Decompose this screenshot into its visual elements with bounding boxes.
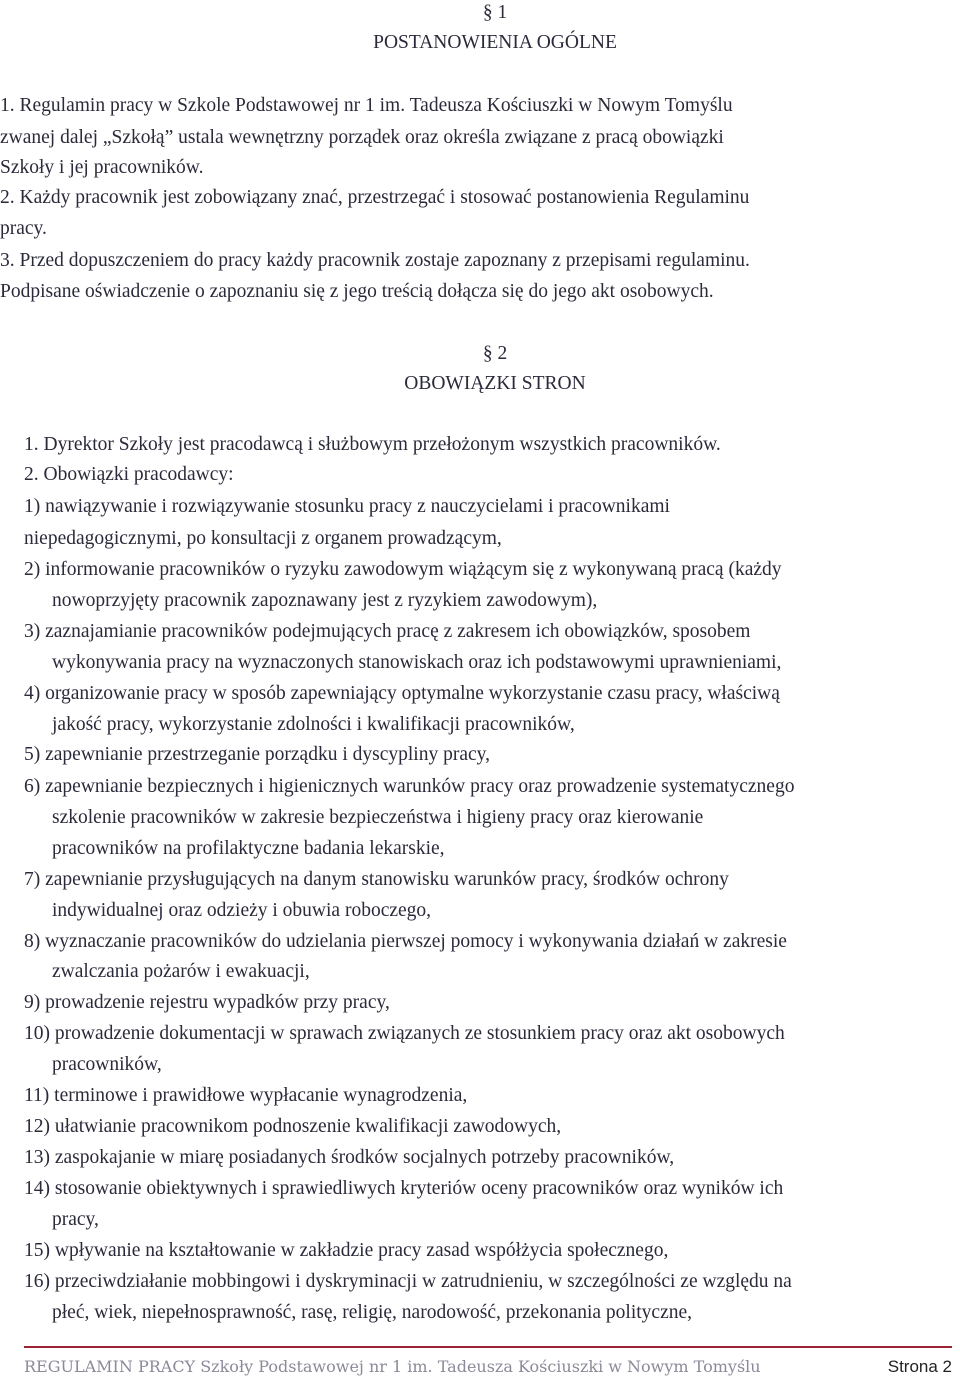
item-2-line-2: nowoprzyjęty pracownik zapoznawany jest z ryzykiem zawodowym), bbox=[52, 590, 598, 611]
item-14-line-2: pracy, bbox=[52, 1209, 99, 1230]
paragraph-1-line-2: zwanej dalej „Szkołą” ustala wewnętrzny porządek oraz określa związane z pracą obowiązki bbox=[0, 127, 724, 148]
item-3-line-2: wykonywania pracy na wyznaczonych stanowiskach oraz ich podstawowymi uprawnieniami, bbox=[52, 652, 782, 673]
item-6-line-1: 6) zapewnianie bezpiecznych i higienicznych warunków pracy oraz prowadzenie systematycznego bbox=[24, 776, 795, 797]
section-1-symbol: § 1 bbox=[482, 2, 508, 23]
paragraph-2-line-2: pracy. bbox=[0, 218, 47, 239]
paragraph-2-line-1: 2. Każdy pracownik jest zobowiązany znać, przestrzegać i stosować postanowienia Regulaminu bbox=[0, 187, 750, 208]
item-6-line-3: pracowników na profilaktyczne badania lekarskie, bbox=[52, 838, 445, 859]
item-6-line-2: szkolenie pracowników w zakresie bezpieczeństwa i higieny pracy oraz kierowanie bbox=[52, 807, 704, 828]
section-2-symbol: § 2 bbox=[482, 343, 508, 364]
item-14-line-1: 14) stosowanie obiektywnych i sprawiedliwych kryteriów oceny pracowników oraz wyników ich bbox=[24, 1178, 784, 1199]
item-8-line-1: 8) wyznaczanie pracowników do udzielania pierwszej pomocy i wykonywania działań w zakresie bbox=[24, 931, 787, 952]
item-11-line-1: 11) terminowe i prawidłowe wypłacanie wynagrodzenia, bbox=[24, 1085, 468, 1106]
item-16-line-2: płeć, wiek, niepełnosprawność, rasę, religię, narodowość, przekonania polityczne, bbox=[52, 1302, 693, 1323]
item-15-line-1: 15) wpływanie na kształtowanie w zakładzie pracy zasad współżycia społecznego, bbox=[24, 1240, 669, 1261]
item-5-line-1: 5) zapewnianie przestrzeganie porządku i dyscypliny pracy, bbox=[24, 744, 490, 765]
item-10-line-2: pracowników, bbox=[52, 1054, 162, 1075]
item-1-line-1: 1) nawiązywanie i rozwiązywanie stosunku pracy z nauczycielami i pracownikami bbox=[24, 496, 670, 517]
item-1-line-2: niepedagogicznymi, po konsultacji z organem prowadzącym, bbox=[24, 528, 502, 549]
section-2-paragraph-2: 2. Obowiązki pracodawcy: bbox=[24, 464, 234, 485]
item-3-line-1: 3) zaznajamianie pracowników podejmujących pracę z zakresem ich obowiązków, sposobem bbox=[24, 621, 751, 642]
item-4-line-1: 4) organizowanie pracy w sposób zapewniający optymalne wykorzystanie czasu pracy, właściwą bbox=[24, 683, 780, 704]
item-2-line-1: 2) informowanie pracowników o ryzyku zawodowym wiążącym się z wykonywaną pracą (każdy bbox=[24, 559, 782, 580]
paragraph-3-line-1: 3. Przed dopuszczeniem do pracy każdy pracownik zostaje zapoznany z przepisami regulaminu. bbox=[0, 250, 750, 271]
paragraph-1-line-3: Szkoły i jej pracowników. bbox=[0, 157, 204, 178]
section-1-heading: POSTANOWIENIA OGÓLNE bbox=[373, 32, 617, 53]
footer-page-number: Strona 2 bbox=[887, 1357, 952, 1376]
item-7-line-2: indywidualnej oraz odzieży i obuwia roboczego, bbox=[52, 900, 432, 921]
footer-divider bbox=[24, 1346, 952, 1348]
item-7-line-1: 7) zapewnianie przysługujących na danym stanowisku warunków pracy, środków ochrony bbox=[24, 869, 729, 890]
item-12-line-1: 12) ułatwianie pracownikom podnoszenie kwalifikacji zawodowych, bbox=[24, 1116, 562, 1137]
paragraph-3-line-2: Podpisane oświadczenie o zapoznaniu się z jego treścią dołącza się do jego akt osobowych. bbox=[0, 281, 714, 302]
item-9-line-1: 9) prowadzenie rejestru wypadków przy pracy, bbox=[24, 992, 390, 1013]
item-8-line-2: zwalczania pożarów i ewakuacji, bbox=[52, 961, 310, 982]
paragraph-1-line-1: 1. Regulamin pracy w Szkole Podstawowej nr 1 im. Tadeusza Kościuszki w Nowym Tomyślu bbox=[0, 95, 733, 116]
section-2-paragraph-1: 1. Dyrektor Szkoły jest pracodawcą i służbowym przełożonym wszystkich pracowników. bbox=[24, 434, 721, 455]
item-10-line-1: 10) prowadzenie dokumentacji w sprawach związanych ze stosunkiem pracy oraz akt osobowych bbox=[24, 1023, 785, 1044]
item-4-line-2: jakość pracy, wykorzystanie zdolności i kwalifikacji pracowników, bbox=[52, 714, 575, 735]
section-2-heading: OBOWIĄZKI STRON bbox=[404, 373, 586, 394]
footer-document-title: REGULAMIN PRACY Szkoły Podstawowej nr 1 im. Tadeusza Kościuszki w Nowym Tomyślu bbox=[24, 1357, 761, 1376]
item-13-line-1: 13) zaspokajanie w miarę posiadanych środków socjalnych potrzeby pracowników, bbox=[24, 1147, 675, 1168]
item-16-line-1: 16) przeciwdziałanie mobbingowi i dyskryminacji w zatrudnieniu, w szczególności ze względu na bbox=[24, 1271, 792, 1292]
